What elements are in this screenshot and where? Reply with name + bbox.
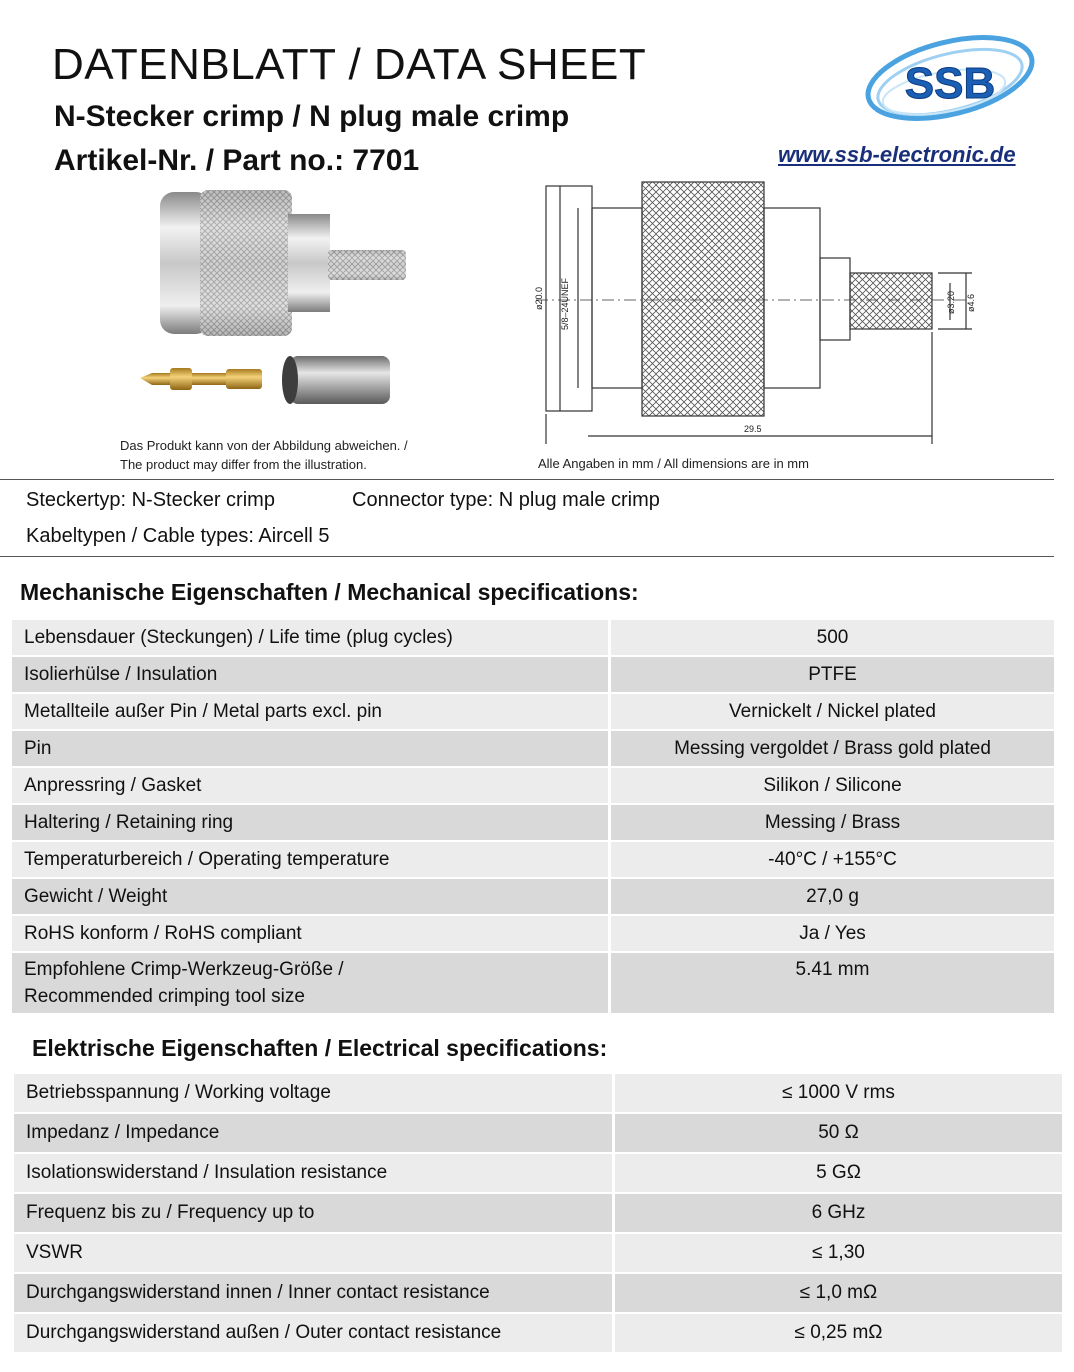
connector-type-de: Steckertyp: N-Stecker crimp: [26, 489, 275, 511]
table-row: [14, 1154, 1062, 1192]
spec-label: Temperaturbereich / Operating temperature: [12, 842, 611, 877]
spec-value: Vernickelt / Nickel plated: [611, 694, 1054, 729]
ssb-logo: [862, 28, 1037, 133]
mechanical-spec-table: [12, 618, 1054, 1015]
spec-value: ≤ 1,0 mΩ: [615, 1274, 1062, 1312]
spec-value: -40°C / +155°C: [611, 842, 1054, 877]
spec-label: [12, 953, 611, 1013]
disclaimer-de: Das Produkt kann von der Abbildung abweichen. /: [120, 438, 408, 453]
dimensions-note: Alle Angaben in mm / All dimensions are in mm: [538, 456, 809, 471]
spec-value: 6 GHz: [615, 1194, 1062, 1232]
dim-sleeve-diameter: ø4.6: [966, 293, 976, 312]
spec-value: 27,0 g: [611, 879, 1054, 914]
cable-types: Kabeltypen / Cable types: Aircell 5: [26, 525, 330, 547]
spec-value: 50 Ω: [615, 1114, 1062, 1152]
part-number: Artikel-Nr. / Part no.: 7701: [54, 144, 420, 177]
spec-label: VSWR: [14, 1234, 615, 1272]
spec-value: ≤ 1000 V rms: [615, 1074, 1062, 1112]
product-subtitle: N-Stecker crimp / N plug male crimp: [54, 100, 570, 133]
spec-label: Anpressring / Gasket: [12, 768, 611, 803]
divider: [0, 479, 1054, 480]
table-row: [14, 1234, 1062, 1272]
spec-label: Durchgangswiderstand innen / Inner contact resistance: [14, 1274, 615, 1312]
electrical-spec-table: [14, 1072, 1062, 1354]
spec-label: Isolierhülse / Insulation: [12, 657, 611, 692]
page-title: DATENBLATT / DATA SHEET: [52, 40, 647, 89]
logo-text: SSB: [904, 59, 996, 108]
dimension-drawing: [530, 178, 980, 453]
spec-label: Betriebsspannung / Working voltage: [14, 1074, 615, 1112]
spec-value: ≤ 0,25 mΩ: [615, 1314, 1062, 1352]
disclaimer-en: The product may differ from the illustration.: [120, 457, 367, 472]
table-row: [12, 694, 1054, 729]
spec-value: 5.41 mm: [611, 953, 1054, 1013]
spec-label-line1: Empfohlene Crimp-Werkzeug-Größe /: [24, 959, 344, 980]
table-row: [12, 842, 1054, 877]
spec-value: Ja / Yes: [611, 916, 1054, 951]
divider: [0, 556, 1054, 557]
spec-label-line2: Recommended crimping tool size: [24, 986, 305, 1007]
spec-label: Isolationswiderstand / Insulation resistance: [14, 1154, 615, 1192]
table-row: [14, 1274, 1062, 1312]
spec-value: Messing / Brass: [611, 805, 1054, 840]
spec-label: Impedanz / Impedance: [14, 1114, 615, 1152]
table-row: [14, 1114, 1062, 1152]
table-row: [12, 620, 1054, 655]
dim-inner-diameter: ø3.20: [946, 290, 956, 314]
table-row: [12, 916, 1054, 951]
connector-type-en: Connector type: N plug male crimp: [352, 489, 660, 511]
dim-thread: 5/8–24UNEF: [560, 277, 570, 330]
dim-outer-diameter: ø20.0: [534, 286, 544, 310]
product-photo: [130, 180, 420, 425]
spec-value: 500: [611, 620, 1054, 655]
table-row: [12, 768, 1054, 803]
spec-label: Metallteile außer Pin / Metal parts excl. pin: [12, 694, 611, 729]
spec-value: PTFE: [611, 657, 1054, 692]
spec-label: Durchgangswiderstand außen / Outer contact resistance: [14, 1314, 615, 1352]
table-row: [12, 953, 1054, 1013]
table-row: [14, 1074, 1062, 1112]
table-row: [12, 657, 1054, 692]
dim-length: 29.5: [744, 424, 762, 434]
spec-value: 5 GΩ: [615, 1154, 1062, 1192]
table-row: [12, 879, 1054, 914]
spec-label: Frequenz bis zu / Frequency up to: [14, 1194, 615, 1232]
spec-value: Messing vergoldet / Brass gold plated: [611, 731, 1054, 766]
mechanical-heading: Mechanische Eigenschaften / Mechanical specifications:: [20, 579, 639, 605]
spec-label: Lebensdauer (Steckungen) / Life time (plug cycles): [12, 620, 611, 655]
table-row: [14, 1194, 1062, 1232]
spec-label: Haltering / Retaining ring: [12, 805, 611, 840]
spec-label: Gewicht / Weight: [12, 879, 611, 914]
spec-label: Pin: [12, 731, 611, 766]
electrical-heading: Elektrische Eigenschaften / Electrical specifications:: [32, 1035, 608, 1061]
table-row: [14, 1314, 1062, 1352]
spec-value: Silikon / Silicone: [611, 768, 1054, 803]
image-disclaimer: [120, 436, 408, 474]
table-row: [12, 731, 1054, 766]
spec-value: ≤ 1,30: [615, 1234, 1062, 1272]
spec-label: RoHS konform / RoHS compliant: [12, 916, 611, 951]
table-row: [12, 805, 1054, 840]
website-link[interactable]: www.ssb-electronic.de: [778, 142, 1016, 167]
